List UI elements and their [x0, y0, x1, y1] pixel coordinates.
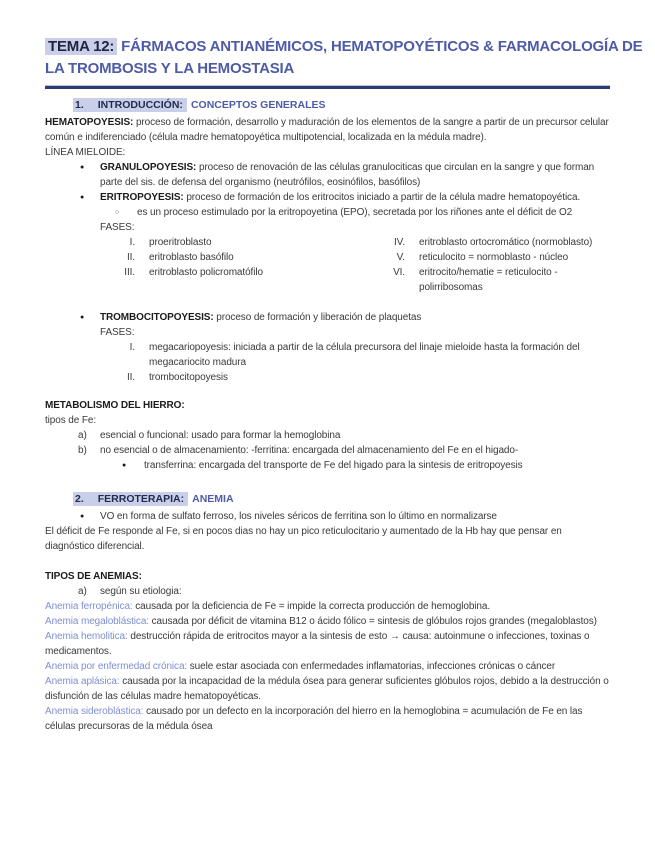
- anemia-description: causado por un defecto en la incorporación del hierro en la hemoglobina = acumulación de Fe en las células precursoras de la médula ósea: [45, 706, 583, 732]
- section-heading-highlight: FERROTERAPIA:: [97, 493, 185, 505]
- anemia-name: Anemia aplásica:: [45, 676, 120, 687]
- bullet-icon: [80, 310, 100, 325]
- list-item: [45, 428, 610, 443]
- letter-marker: b): [78, 445, 87, 456]
- item-text: transferrina: encargada del transporte de Fe del higado para la sintesis de eritropoyesis: [144, 460, 523, 471]
- paragraph-hematopoyesis: [45, 115, 610, 145]
- anemia-name: Anemia sideroblástica:: [45, 706, 144, 717]
- item-text: VO en forma de sulfato ferroso, los niveles séricos de ferritina son lo último en normalizarse: [100, 511, 497, 522]
- list-item: [45, 370, 610, 385]
- item-text: no esencial o de almacenamiento: -ferritina: encargada del almacenamiento del Fe en el higado-: [100, 445, 519, 456]
- list-item-granulopoyesis: [45, 160, 610, 190]
- fase-text: eritroblasto ortocromático (normoblasto): [419, 237, 593, 248]
- letter-marker: a): [78, 586, 87, 597]
- roman-numeral: IV.: [393, 237, 405, 248]
- item-text: según su etiologia:: [100, 586, 182, 597]
- term-definition: proceso de formación de los eritrocitos iniciado a partir de la célula madre hematopoyética.: [186, 192, 581, 203]
- anemia-name: Anemia megaloblástica:: [45, 616, 149, 627]
- list-item-eritropoyesis: [45, 190, 610, 205]
- item-text: esencial o funcional: usado para formar la hemoglobina: [100, 430, 341, 441]
- anemia-description: causada por déficit de vitamina B12 o ácido fólico = sintesis de glóbulos rojos grandes (megaloblastos): [151, 616, 597, 627]
- anemia-name: Anemia por enfermedad crónica:: [45, 661, 188, 672]
- paragraph-anemia-enfermedad-cronica: [45, 659, 610, 674]
- list-item: [45, 443, 610, 458]
- bullet-icon: [80, 160, 100, 190]
- anemia-description: causada por la incapacidad de la médula ósea para generar suficientes glóbulos rojos, debido a la destrucción o disfunción de las células madre hematopoyéticas.: [45, 676, 609, 702]
- list-item-trombocitopoyesis: [45, 310, 610, 325]
- page-title: [45, 36, 643, 80]
- fase-text: eritroblasto basófilo: [149, 252, 234, 263]
- title-tag: TEMA 12:: [45, 38, 117, 55]
- anemia-name: Anemia hemolitica:: [45, 631, 128, 642]
- section-number: 1.: [75, 99, 84, 111]
- heading-tipos-anemias: TIPOS DE ANEMIAS:: [45, 571, 142, 582]
- list-item: [115, 250, 385, 265]
- section-number: 2.: [75, 493, 84, 505]
- paragraph-anemia-ferropenica: [45, 599, 610, 614]
- section-heading-rest: CONCEPTOS GENERALES: [190, 99, 326, 111]
- anemia-name: Anemia ferropénica:: [45, 601, 133, 612]
- anemia-description: causada por la deficiencia de Fe = impide la correcta producción de hemoglobina.: [135, 601, 491, 612]
- circle-bullet-icon: [115, 205, 137, 220]
- fase-text: proeritroblasto: [149, 237, 212, 248]
- fases-column-right: [385, 235, 610, 295]
- roman-numeral: III.: [124, 267, 135, 278]
- section-heading-highlight: INTRODUCCIÓN:: [97, 99, 183, 111]
- roman-numeral: II.: [126, 372, 135, 383]
- list-item: [115, 235, 385, 250]
- list-item-epo-note: [45, 205, 610, 220]
- list-item: [115, 265, 385, 280]
- paragraph-anemia-megaloblastica: [45, 614, 610, 629]
- list-item-transferrina: [45, 458, 610, 473]
- paragraph-anemia-hemolitica: [45, 629, 610, 659]
- fases-column-left: [115, 235, 385, 295]
- list-item: [385, 265, 610, 295]
- fase-text: eritrocito/hematie = reticulocito - polirribosomas: [419, 267, 558, 293]
- term-definition: proceso de formación, desarrollo y maduración de los elementos de la sangre a partir de un precursor celular común e indiferenciado (célula madre hematopoyética multipotencial, localizada en la médula madre).: [45, 117, 609, 143]
- fase-text: megacariopoyesis: iniciada a partir de la célula precursora del linaje mieloide hasta la formación del megacariocito madura: [149, 342, 580, 368]
- roman-numeral: VI.: [393, 267, 405, 278]
- term-label: HEMATOPOYESIS:: [45, 117, 134, 128]
- bullet-icon: [80, 190, 100, 205]
- list-item: [45, 340, 610, 370]
- title-line1: FÁRMACOS ANTIANÉMICOS, HEMATOPOYÉTICOS & FARMACOLOGÍA DE: [117, 38, 643, 55]
- roman-numeral: I.: [129, 237, 135, 248]
- list-item-vo: [45, 509, 610, 524]
- roman-numeral: II.: [126, 252, 135, 263]
- list-item: [385, 250, 610, 265]
- roman-numeral: I.: [129, 342, 135, 353]
- term-label: TROMBOCITOPOYESIS:: [100, 312, 214, 323]
- bullet-icon: [80, 509, 100, 524]
- paragraph-tipos-fe: tipos de Fe:: [45, 415, 97, 426]
- title-line2: LA TROMBOSIS Y LA HEMOSTASIA: [45, 60, 295, 77]
- list-item: [385, 235, 610, 250]
- fases-two-column-list: [45, 235, 610, 295]
- term-definition: proceso de renovación de las células granulociticas que circulan en la sangre y que forman parte del sis. de defensa del organismo (neutrófilos, eosinófilos, basófilos): [100, 162, 595, 188]
- list-item-etiologia: [45, 584, 610, 599]
- term-definition: proceso de formación y liberación de plaquetas: [216, 312, 422, 323]
- paragraph-deficit: El déficit de Fe responde al Fe, si en pocos dias no hay un pico reticulocitario y aumentado de la Hb hay que pensar en diagnóstico diferencial.: [45, 526, 562, 552]
- letter-marker: a): [78, 430, 87, 441]
- heading-metabolismo: METABOLISMO DEL HIERRO:: [45, 400, 185, 411]
- term-label: ERITROPOYESIS:: [100, 192, 184, 203]
- section-heading-rest: ANEMIA: [192, 493, 234, 505]
- roman-numeral: V.: [396, 252, 405, 263]
- section-heading-ferroterapia: [73, 492, 610, 507]
- anemia-description: suele estar asociada con enfermedades inflamatorias, infecciones crónicas o cáncer: [189, 661, 556, 672]
- paragraph-anemia-sideroblastica: [45, 704, 610, 734]
- fases-label: FASES:: [100, 327, 135, 338]
- fases-label: FASES:: [100, 222, 135, 233]
- section-heading-introduccion: [73, 98, 610, 113]
- fase-text: reticulocito = normoblasto - núcleo: [419, 252, 569, 263]
- paragraph-anemia-aplasica: [45, 674, 610, 704]
- note-text: es un proceso estimulado por la eritropoyetina (EPO), secretada por los riñones ante el déficit de O2: [137, 207, 573, 218]
- title-divider: [45, 85, 610, 89]
- term-label: GRANULOPOYESIS:: [100, 162, 197, 173]
- fase-text: trombocitopoyesis: [149, 372, 228, 383]
- anemia-description: destrucción rápida de eritrocitos mayor a la sintesis de esto → causa: autoinmune o infecciones, toxinas o medicamentos.: [45, 631, 590, 657]
- fase-text: eritroblasto policromatófilo: [149, 267, 263, 278]
- paragraph-linea-mieloide: LÍNEA MIELOIDE:: [45, 147, 126, 158]
- bullet-icon: [122, 458, 144, 473]
